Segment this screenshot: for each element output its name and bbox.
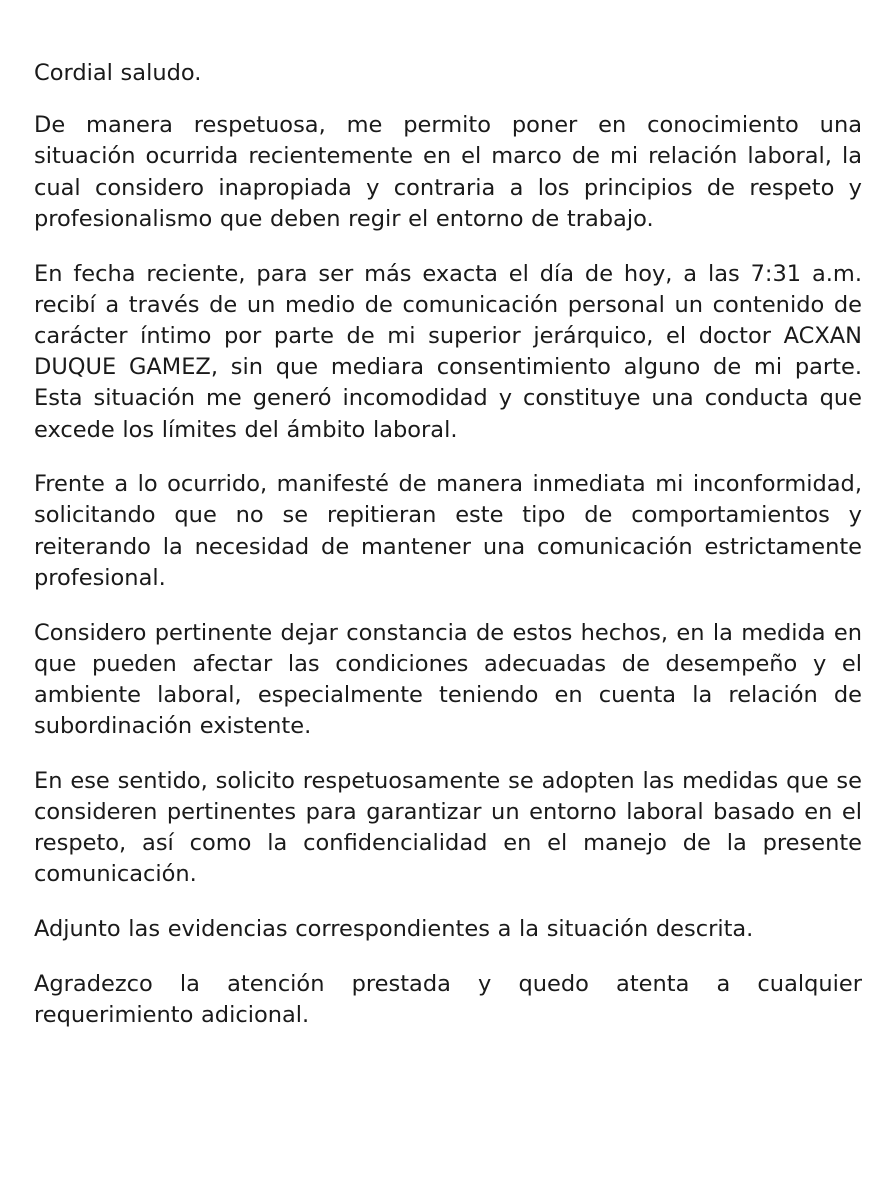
paragraph-request: En ese sentido, solicito respetuosamente se adopten las medidas que se consideren pertinentes para garantizar un entorno laboral basado en el respeto, así como la confidencialidad en el manejo de la presente comunicación.: [34, 767, 862, 888]
paragraph-response: Frente a lo ocurrido, manifesté de manera inmediata mi inconformidad, solicitando que no se repitieran este tipo de comportamientos y reiterando la necesidad de mantener una comunicación estrictamente profesional.: [34, 471, 862, 591]
paragraph-attachments: Adjunto las evidencias correspondientes a la situación descrita.: [34, 916, 754, 943]
paragraph-incident: En fecha reciente, para ser más exacta el día de hoy, a las 7:31 a.m. recibí a través de un medio de comunicación personal un contenido de carácter íntimo por parte de mi superior jerárquico, el doctor ACXAN DUQUE GAMEZ, sin que mediara consentimiento alguno de mi parte. Esta situación me generó incomodidad y constituye una conducta que excede los límites del ámbito laboral.: [34, 260, 862, 443]
paragraph-record: Considero pertinente dejar constancia de estos hechos, en la medida en que pueden afectar las condiciones adecuadas de desempeño y el ambiente laboral, especialmente teniendo en cuenta la relación de subordinación existente.: [34, 619, 862, 740]
letter-body: [34, 58, 862, 1055]
salutation: Cordial saludo.: [34, 60, 202, 86]
paragraph-closing: Agradezco la atención prestada y quedo atenta a cualquier requerimiento adicional.: [34, 970, 862, 1029]
paragraph-intro: De manera respetuosa, me permito poner en conocimiento una situación ocurrida recientemente en el marco de mi relación laboral, la cual considero inapropiada y contraria a los principios de respeto y profesionalismo que deben regir el entorno de trabajo.: [34, 112, 862, 232]
